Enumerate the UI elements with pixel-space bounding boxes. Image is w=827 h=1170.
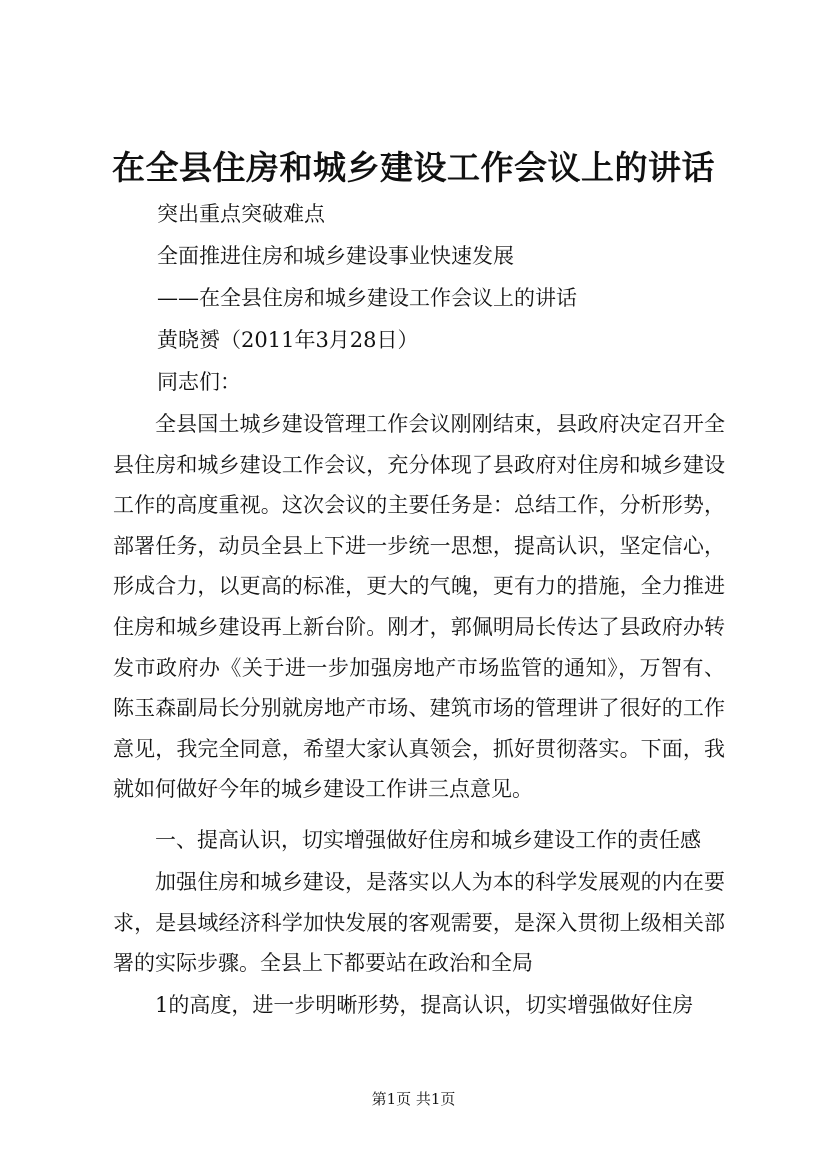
paragraph-text: 加强住房和城乡建设，是落实以人为本的科学发展观的内在要求，是县域经济科学加快发展的客观需要，是深入贯彻上级相关部署的实际步骤。全县上下都要站在政治和全局 (113, 870, 725, 976)
paragraph-continuation: 1的高度，进一步明晰形势，提高认识，切实增强做好住房 (155, 993, 694, 1017)
paragraph-section-1 (113, 862, 725, 984)
paragraph-opening (113, 404, 725, 810)
page-number-footer: 第1页 共1页 (371, 1090, 456, 1108)
subtitle-line-3: ——在全县住房和城乡建设工作会议上的讲话 (157, 286, 577, 310)
subtitle-line-2: 全面推进住房和城乡建设事业快速发展 (157, 244, 514, 268)
document-title: 在全县住房和城乡建设工作会议上的讲话 (112, 148, 715, 187)
author-date-line: 黄晓赟（2011年3月28日） (157, 328, 419, 352)
section-heading-1: 一、提高认识，切实增强做好住房和城乡建设工作的责任感 (155, 828, 701, 852)
salutation: 同志们： (157, 370, 241, 394)
paragraph-text: 全县国土城乡建设管理工作会议刚刚结束，县政府决定召开全县住房和城乡建设工作会议，充分体现了县政府对住房和城乡建设工作的高度重视。这次会议的主要任务是：总结工作，分析形势，部署任务，动员全县上下进一步统一思想，提高认识，坚定信心，形成合力，以更高的标准，更大的气魄，更有力的措施，全力推进住房和城乡建设再上新台阶。刚才，郭佩明局长传达了县政府办转发市政府办《关于进一步加强房地产市场监管的通知》，万智有、陈玉森副局长分别就房地产市场、建筑市场的管理讲了很好的工作意见，我完全同意，希望大家认真领会，抓好贯彻落实。下面，我就如何做好今年的城乡建设工作讲三点意见。 (113, 412, 725, 802)
subtitle-line-1: 突出重点突破难点 (157, 202, 325, 226)
